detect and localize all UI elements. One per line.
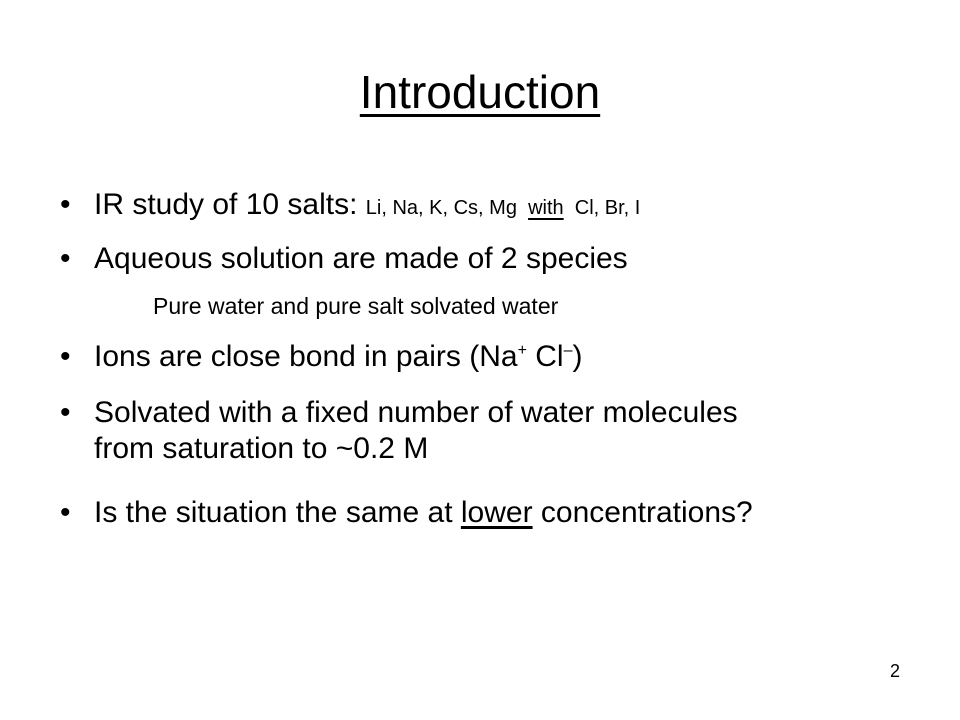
bullet-dot: • bbox=[60, 396, 71, 429]
salt-anions: Cl, Br, I bbox=[563, 197, 641, 219]
bullet-main: IR study of 10 salts: bbox=[94, 188, 366, 221]
ions-text-c: ) bbox=[572, 340, 583, 373]
lower-emphasis: lower bbox=[460, 496, 533, 529]
cl-charge: – bbox=[563, 342, 573, 359]
ions-text-b: Cl bbox=[526, 340, 564, 373]
na-charge: + bbox=[517, 342, 527, 359]
question-text-b: concentrations? bbox=[532, 496, 753, 529]
sub-bullet-text: Pure water and pure salt solvated water bbox=[153, 293, 559, 319]
ions-text-a: Ions are close bond in pairs (Na bbox=[94, 340, 518, 373]
title-text: Introduction bbox=[359, 66, 601, 118]
bullet-dot: • bbox=[60, 496, 71, 529]
question-text-a: Is the situation the same at bbox=[94, 496, 461, 529]
bullet-text bbox=[94, 395, 738, 467]
bullet-dot: • bbox=[60, 242, 71, 275]
salt-cations: Li, Na, K, Cs, Mg bbox=[365, 197, 529, 219]
bullet-text bbox=[94, 187, 640, 226]
solvated-line-1: Solvated with a fixed number of water molecules bbox=[94, 396, 738, 429]
with-word: with bbox=[528, 197, 564, 219]
bullet-dot: • bbox=[60, 340, 71, 373]
bullet-dot: • bbox=[60, 188, 71, 221]
page-number: 2 bbox=[889, 661, 900, 681]
solvated-line-2: from saturation to ~0.2 M bbox=[94, 432, 429, 465]
bullet-text bbox=[94, 495, 753, 531]
slide-title bbox=[0, 64, 960, 120]
bullet-text bbox=[94, 339, 582, 375]
bullet-text: Aqueous solution are made of 2 species bbox=[94, 242, 628, 275]
